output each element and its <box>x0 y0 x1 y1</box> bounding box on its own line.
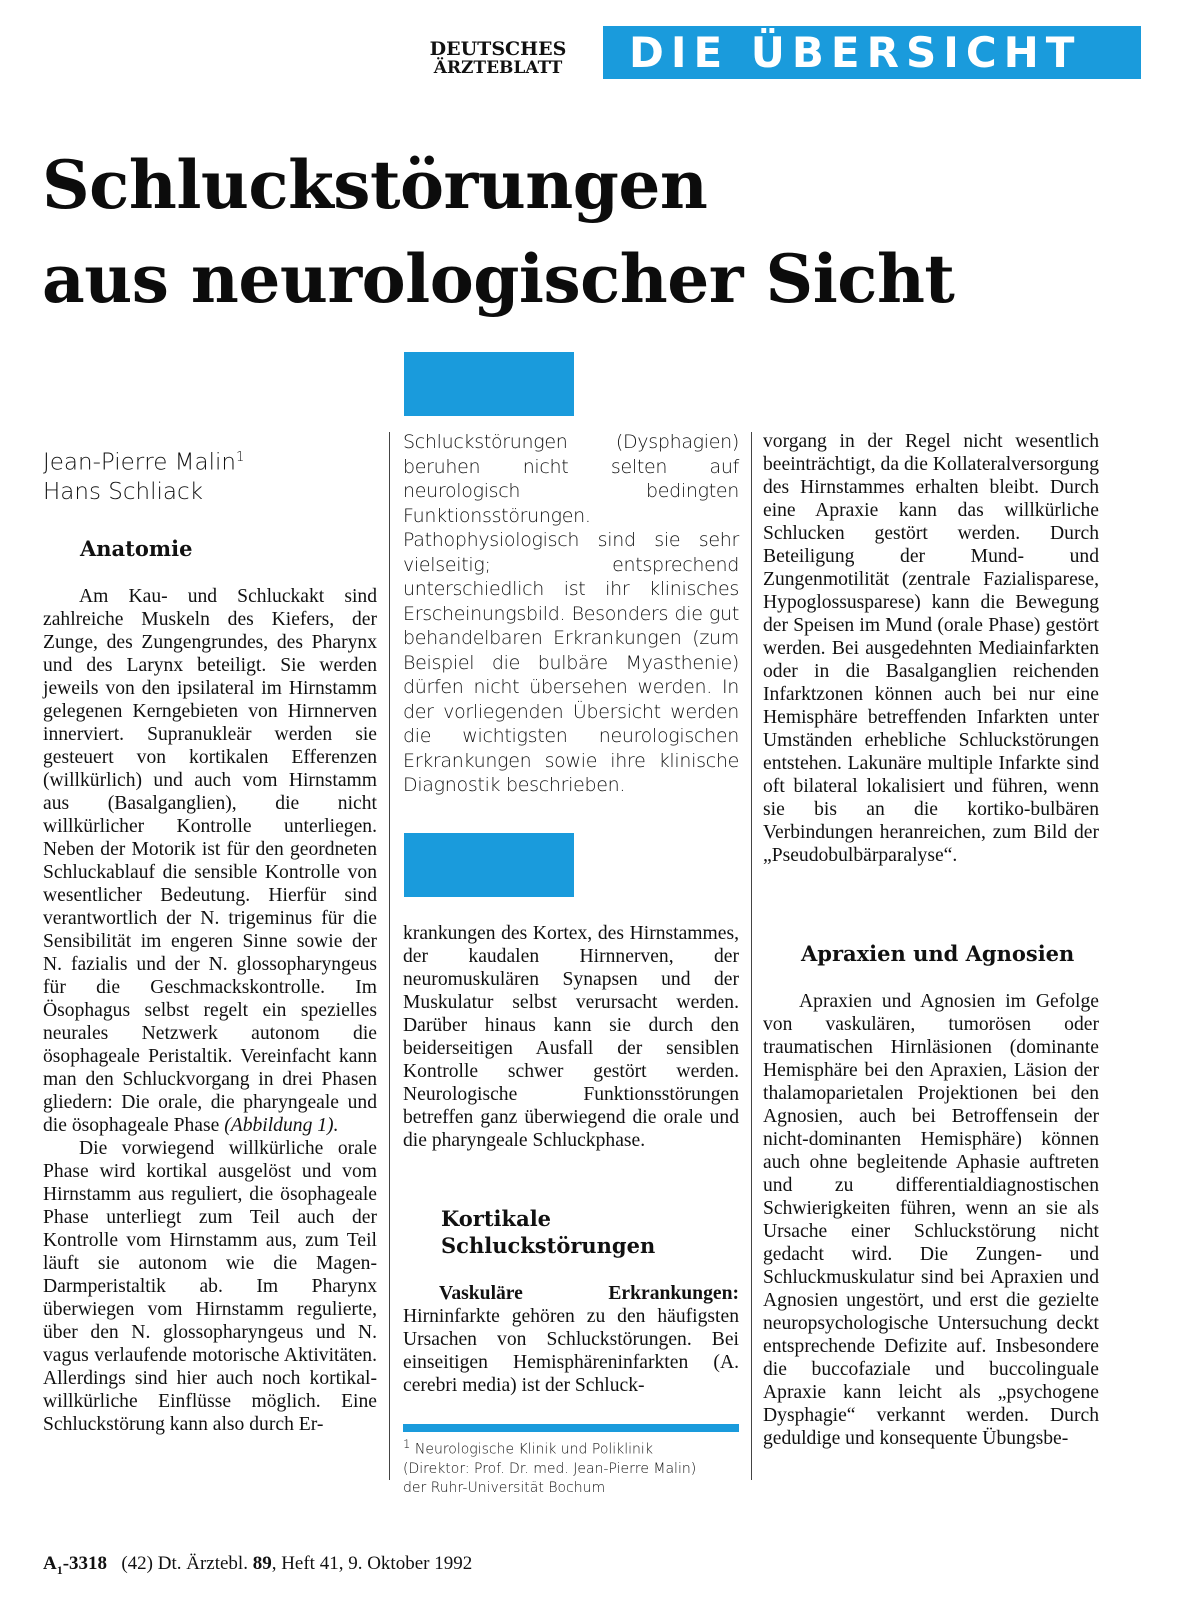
heading-kortikale <box>441 1205 655 1259</box>
decorative-box-top <box>404 352 574 416</box>
footnote <box>403 1435 743 1498</box>
footnote-bar <box>403 1424 739 1432</box>
title-line-2: aus neurologischer Sicht <box>42 240 955 318</box>
column-3-body-cont <box>763 990 1099 1450</box>
col1-paragraph-1 <box>43 585 377 1137</box>
heading-kortikale-line-2: Schluckstörungen <box>441 1233 656 1258</box>
run-in-heading: Vaskuläre Erkrankungen: <box>439 1283 739 1304</box>
column-rule-2 <box>751 432 752 1480</box>
col2-paragraph-1: krankungen des Kortex, des Hirnstammes, der kaudalen Hirnnerven, der neuromuskulären Synapsen und der Muskulatur selbst verursacht werden. Darüber hinaus kann sie durch den beiderseitigen Ausfall der sensiblen Kontrolle schwer gestört werden. Neurologische Funktionsstörungen betreffen ganz überwiegend die orale und die pharyngeale Schluckphase. <box>403 923 739 1151</box>
section-banner: DIE ÜBERSICHT <box>603 26 1141 79</box>
column-2-body-cont <box>403 1282 739 1397</box>
footer-volume: 89 <box>252 1553 272 1574</box>
footnote-line-3: der Ruhr-Universität Bochum <box>403 1479 606 1496</box>
col3-paragraph-1: vorgang in der Regel nicht wesentlich beeinträchtigt, da die Kollateralversorgung des Hirnstammes erhalten bleibt. Durch eine Apraxie kann das willkürliche Schlucken gestört werden. Durch Beteiligung der Mund- und Zungenmotilität (zentrale Fazialisparese, Hypoglossusparese) kann die Bewegung der Speisen im Mund (orale Phase) gestört werden. Bei ausgedehnten Mediainfarkten oder in die Basalganglien reichenden Infarktzonen können auch bei nur eine Hemisphäre betreffenden Infarkten unter Umständen erhebliche Schluckstörungen entstehen. Lakunäre multiple Infarkte sind oft bilateral lokalisiert und führen, wenn sie bis an die kortiko-bulbären Verbindungen heranreichen, zum Bild der „Pseudobulbärparalyse“. <box>763 431 1099 866</box>
col1-paragraph-1-text: Am Kau- und Schluckakt sind zahlreiche Muskeln des Kiefers, der Zunge, des Zungengrundes, des Pharynx und des Larynx beteiligt. Sie werden jeweils von den ipsilateral im Hirnstamm gelegenen Kerngebieten von Hirnnerven innerviert. Supranukleär werden sie gesteuert von kortikalen Efferenzen (willkürlich) und auch vom Hirnstamm aus (Basalganglien), die nicht willkürlicher Kontrolle unterliegen. Neben der Motorik ist für den geordneten Schluckablauf die sensible Kontrolle von wesentlicher Bedeutung. Hierfür sind verantwortlich der N. trigeminus für die Sensibilität im engeren Sinne sowie der N. fazialis und der N. glossopharyngeus für die Geschmackskontrolle. Im Ösophagus selbst regelt ein spezielles neurales Netzwerk autonom die ösophageale Peristaltik. Vereinfacht kann man den Schluckvorgang in drei Phasen gliedern: Die orale, die pharyngeale und die ösophageale Phase <box>43 586 377 1136</box>
col2-paragraph-2-text: Hirninfarkte gehören zu den häufigsten Ursachen von Schluckstörungen. Bei einseitigen Hemisphäreninfarkten (A. cerebri media) ist der Schluck- <box>403 1306 739 1396</box>
author-name-2: Hans Schliack <box>43 478 203 505</box>
decorative-box-middle <box>404 833 574 897</box>
footer-journal: (42) Dt. Ärztebl. <box>121 1553 248 1574</box>
column-3-body <box>763 430 1099 867</box>
author-footnote-mark: 1 <box>235 450 245 465</box>
heading-apraxien: Apraxien und Agnosien <box>801 941 1075 966</box>
column-rule-1 <box>389 432 390 1480</box>
footnote-line-2: (Direktor: Prof. Dr. med. Jean-Pierre Malin) <box>403 1460 697 1477</box>
footer-page-number: -3318 <box>62 1553 108 1574</box>
abstract: Schluckstörungen (Dysphagien) beruhen nicht selten auf neurologisch bedingten Funktionsstörungen. Pathophysiologisch sind sie sehr vielseitig; entsprechend unterschiedlich ist ihr klinisches Erscheinungsbild. Besonders die gut behandelbaren Erkrankungen (zum Beispiel die bulbäre Myasthenie) dürfen nicht übersehen werden. In der vorliegenden Übersicht werden die wichtigsten neurologischen Erkrankungen sowie ihre klinische Diagnostik beschrieben. <box>403 431 739 796</box>
figure-reference: (Abbildung 1). <box>224 1115 339 1136</box>
masthead-line-2: ÄRZTEBLATT <box>433 58 563 78</box>
footer-page-code: A <box>43 1553 57 1574</box>
column-1-body <box>43 585 377 1436</box>
article-title <box>42 138 1132 326</box>
masthead-line-1: DEUTSCHES <box>429 38 567 60</box>
heading-kortikale-line-1: Kortikale <box>441 1206 552 1231</box>
heading-anatomie: Anatomie <box>80 536 193 561</box>
footnote-line-1: Neurologische Klinik und Poliklinik <box>414 1441 653 1458</box>
footnote-mark: 1 <box>403 1437 411 1451</box>
footer-page-sub: 1 <box>56 1562 63 1577</box>
page-footer <box>43 1553 472 1578</box>
journal-masthead <box>418 40 578 78</box>
author-list <box>43 443 244 507</box>
col3-paragraph-2: Apraxien und Agnosien im Gefolge von vaskulären, tumorösen oder traumatischen Hirnläsionen (dominante Hemisphäre bei den Apraxien, Läsion der thalamoparietalen Projektionen bei den Agnosien, auch bei Betroffensein der nicht-dominanten Hemisphäre) können auch ohne begleitende Aphasie auftreten und zu differentialdiagnostischen Schwierigkeiten führen, wenn an sie als Ursache einer Schluckstörung nicht gedacht wird. Die Zungen- und Schluckmuskulatur sind bei Apraxien und Agnosien ungestört, und erst die gezielte neuropsychologische Untersuchung deckt entsprechende Defizite auf. Insbesondere die buccofaziale und buccolinguale Apraxie kann leicht als „psychogene Dysphagie“ verkannt werden. Durch geduldige und konsequente Übungsbe- <box>763 991 1099 1449</box>
column-2-body <box>403 922 739 1152</box>
col2-paragraph-2 <box>403 1282 739 1397</box>
author-name-1: Jean-Pierre Malin <box>43 449 236 476</box>
title-line-1: Schluckstörungen <box>42 146 708 224</box>
footer-issue: , Heft 41, 9. Oktober 1992 <box>271 1553 473 1574</box>
col1-paragraph-2: Die vorwiegend willkürliche orale Phase wird kortikal ausgelöst und vom Hirnstamm aus reguliert, die ösophageale Phase unterliegt zum Teil auch der Kontrolle vom Hirnstamm aus, zum Teil läuft sie autonom wie die Magen-Darmperistaltik ab. Im Pharynx überwiegen vom Hirnstamm regulierte, über den N. glossopharyngeus und N. vagus verlaufende motorische Aktivitäten. Allerdings sind hier auch noch kortikal-willkürliche Einflüsse möglich. Eine Schluckstörung kann also durch Er- <box>43 1138 377 1435</box>
